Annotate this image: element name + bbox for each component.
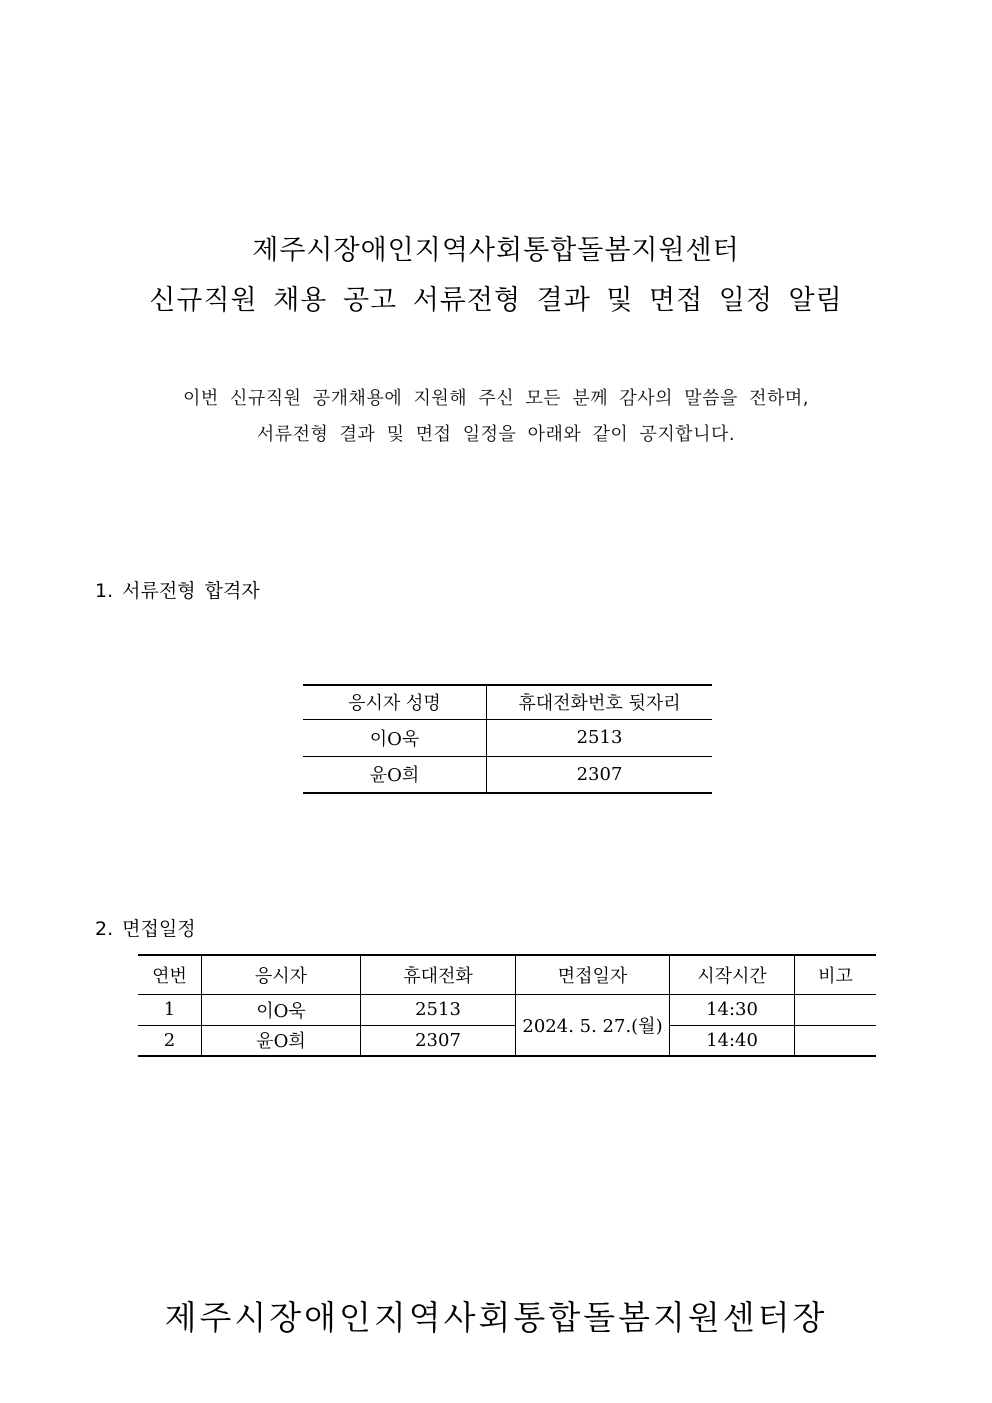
table-header-row: [303, 685, 712, 719]
header-applicant: 응시자: [202, 955, 361, 994]
cell-applicant: 이O욱: [202, 994, 361, 1025]
issuer-signature: 제주시장애인지역사회통합돌봄지원센터장: [164, 1298, 828, 1337]
section1-heading: 1. 서류전형 합격자: [95, 580, 260, 602]
intro-line2: 서류전형 결과 및 면접 일정을 아래와 같이 공지합니다.: [256, 424, 736, 445]
cell-start-time: 14:30: [670, 994, 795, 1025]
cell-phone-digits: 2307: [487, 756, 713, 793]
cell-note: [795, 994, 877, 1025]
header-note: 비고: [795, 955, 877, 994]
cell-applicant-name: 이O욱: [303, 719, 487, 756]
header-applicant-name: 응시자 성명: [303, 685, 487, 719]
interview-schedule-table: [138, 954, 876, 1057]
table-row: [138, 994, 876, 1025]
cell-number: 1: [138, 994, 202, 1025]
header-start-time: 시작시간: [670, 955, 795, 994]
header-phone-last-digits: 휴대전화번호 뒷자리: [487, 685, 713, 719]
cell-phone-digits: 2513: [487, 719, 713, 756]
table-row: [303, 719, 712, 756]
cell-applicant: 윤O희: [202, 1025, 361, 1056]
cell-phone: 2513: [361, 994, 516, 1025]
header-interview-date: 면접일자: [516, 955, 670, 994]
document-title-line2: 신규직원 채용 공고 서류전형 결과 및 면접 일정 알림: [149, 285, 843, 316]
cell-interview-date: 2024. 5. 27.(월): [516, 994, 670, 1056]
section2-heading: 2. 면접일정: [95, 918, 196, 940]
table-row: [138, 1025, 876, 1056]
table-row: [303, 756, 712, 793]
intro-line1: 이번 신규직원 공개채용에 지원해 주신 모든 분께 감사의 말씀을 전하며,: [183, 388, 809, 409]
cell-number: 2: [138, 1025, 202, 1056]
cell-start-time: 14:40: [670, 1025, 795, 1056]
document-title-line1: 제주시장애인지역사회통합돌봄지원센터: [252, 235, 740, 266]
cell-note: [795, 1025, 877, 1056]
cell-phone: 2307: [361, 1025, 516, 1056]
header-phone: 휴대전화: [361, 955, 516, 994]
document-passers-table: [303, 684, 712, 794]
cell-applicant-name: 윤O희: [303, 756, 487, 793]
table-header-row: [138, 955, 876, 994]
header-number: 연번: [138, 955, 202, 994]
